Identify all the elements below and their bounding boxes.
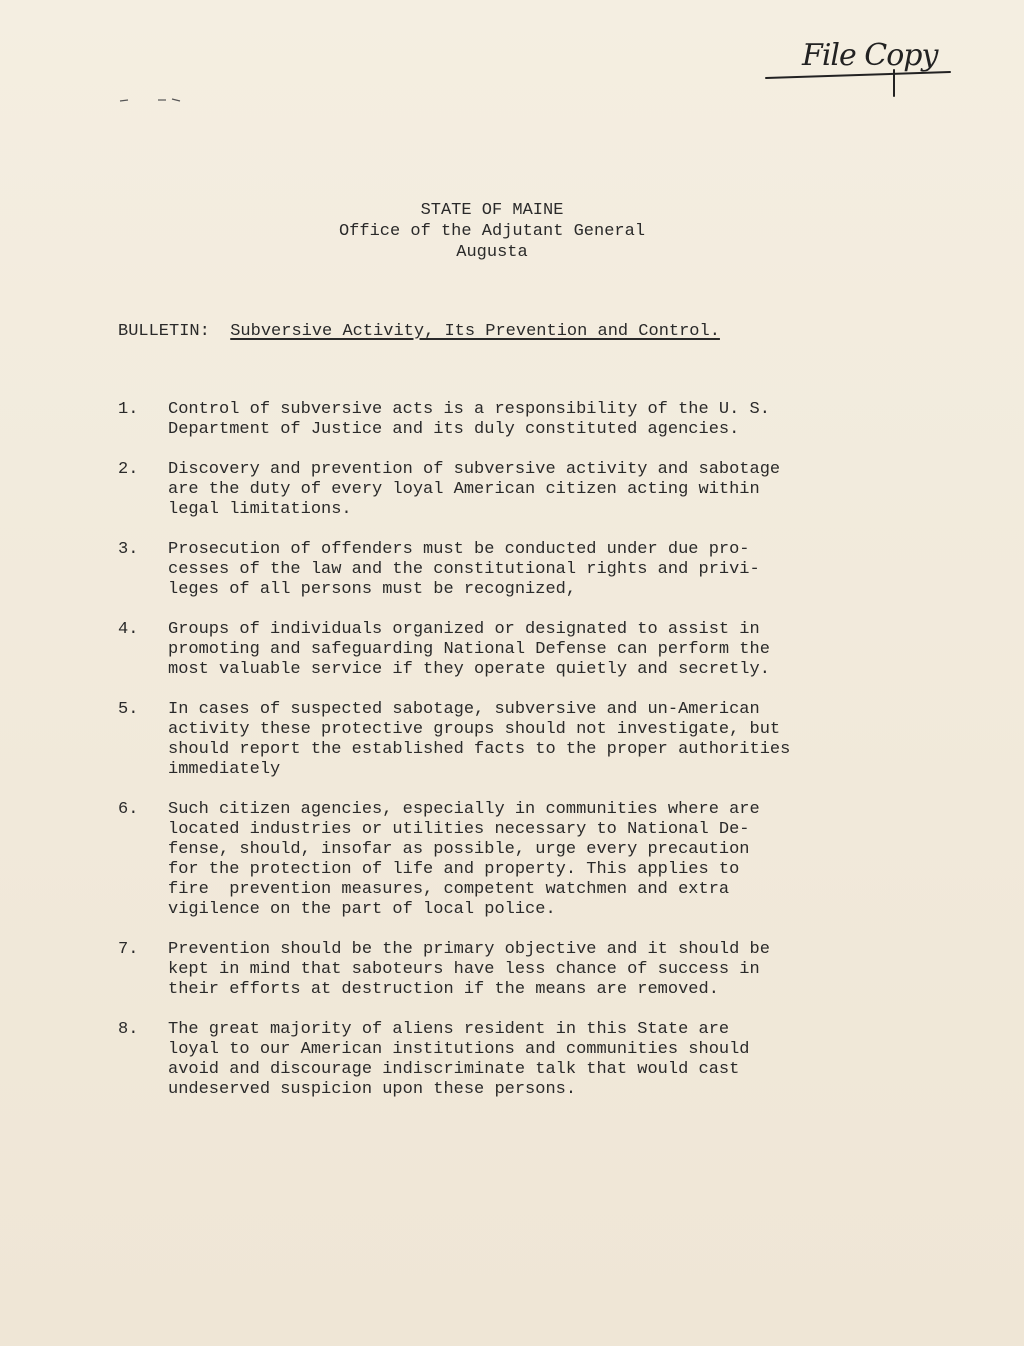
item-line: cesses of the law and the constitutional rights and privi- — [168, 560, 760, 579]
handwritten-note: File Copy — [802, 38, 938, 73]
item-line: Such citizen agencies, especially in communities where are — [168, 800, 760, 819]
bulletin-subject: Subversive Activity, Its Prevention and Control. — [230, 322, 720, 341]
list-item — [118, 460, 918, 520]
header-city: Augusta — [456, 243, 528, 262]
document-header — [0, 200, 984, 263]
list-item — [118, 620, 918, 680]
item-line: fense, should, insofar as possible, urge every precaution — [168, 840, 750, 859]
item-line: Discovery and prevention of subversive activity and sabotage — [168, 460, 781, 479]
stray-mark-icon — [118, 96, 188, 104]
list-item — [118, 1020, 918, 1100]
item-line: Groups of individuals organized or designated to assist in — [168, 620, 760, 639]
item-number: 2. — [118, 460, 139, 479]
bulletin-label: BULLETIN: — [118, 322, 210, 341]
item-number: 6. — [118, 800, 139, 819]
item-number: 7. — [118, 940, 139, 959]
item-line: legal limitations. — [168, 500, 352, 519]
bulletin-line — [118, 321, 720, 342]
item-line: Department of Justice and its duly constituted agencies. — [168, 420, 740, 439]
item-line: are the duty of every loyal American citizen acting within — [168, 480, 760, 499]
list-item — [118, 540, 918, 600]
item-number: 5. — [118, 700, 139, 719]
bulletin-items — [118, 400, 918, 1120]
item-number: 4. — [118, 620, 139, 639]
list-item — [118, 940, 918, 1000]
item-number: 3. — [118, 540, 139, 559]
item-line: Control of subversive acts is a responsibility of the U. S. — [168, 400, 770, 419]
item-line: vigilence on the part of local police. — [168, 900, 556, 919]
item-number: 1. — [118, 400, 139, 419]
list-item — [118, 800, 918, 920]
item-line: promoting and safeguarding National Defense can perform the — [168, 640, 770, 659]
item-line: immediately — [168, 760, 281, 779]
item-line: loyal to our American institutions and communities should — [168, 1040, 750, 1059]
item-line: leges of all persons must be recognized, — [168, 580, 577, 599]
item-line: Prevention should be the primary objective and it should be — [168, 940, 770, 959]
item-line: undeserved suspicion upon these persons. — [168, 1080, 577, 1099]
handwritten-annotation — [760, 30, 960, 110]
item-line: their efforts at destruction if the means are removed. — [168, 980, 719, 999]
item-line: fire prevention measures, competent watchmen and extra — [168, 880, 730, 899]
item-line: The great majority of aliens resident in this State are — [168, 1020, 730, 1039]
list-item — [118, 400, 918, 440]
item-line: located industries or utilities necessary to National De- — [168, 820, 750, 839]
item-line: Prosecution of offenders must be conducted under due pro- — [168, 540, 750, 559]
item-line: avoid and discourage indiscriminate talk that would cast — [168, 1060, 740, 1079]
item-number: 8. — [118, 1020, 139, 1039]
header-state: STATE OF MAINE — [420, 201, 564, 220]
list-item — [118, 700, 918, 780]
item-line: for the protection of life and property. This applies to — [168, 860, 740, 879]
item-line: In cases of suspected sabotage, subversive and un-American — [168, 700, 760, 719]
item-line: should report the established facts to the proper authorities — [168, 740, 791, 759]
item-line: kept in mind that saboteurs have less chance of success in — [168, 960, 760, 979]
item-line: activity these protective groups should not investigate, but — [168, 720, 781, 739]
header-office: Office of the Adjutant General — [338, 222, 646, 241]
item-line: most valuable service if they operate quietly and secretly. — [168, 660, 770, 679]
